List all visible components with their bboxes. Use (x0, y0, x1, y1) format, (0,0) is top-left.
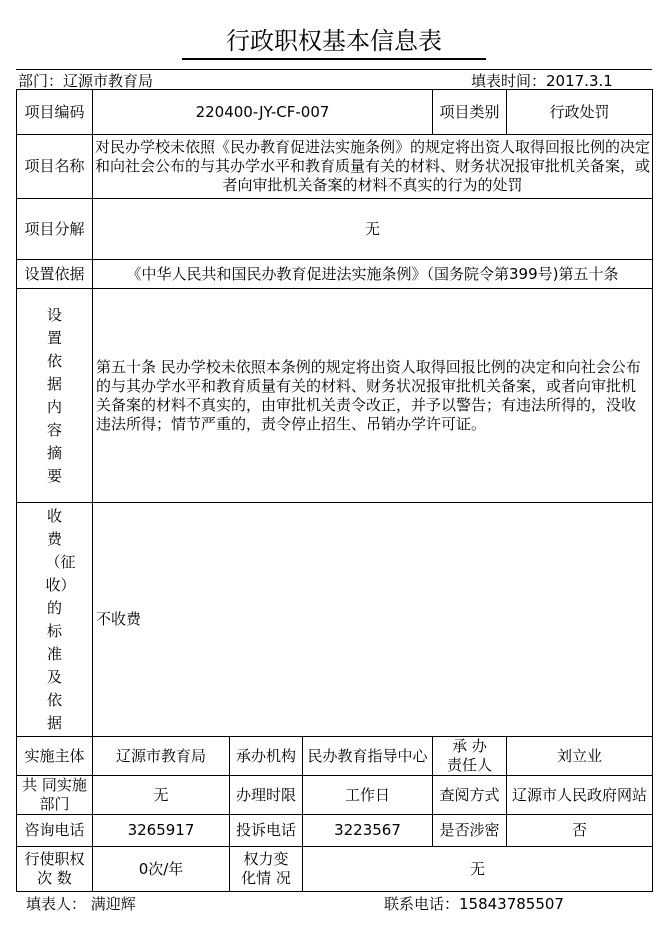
name-label: 项目名称 (17, 135, 93, 199)
basis-value: 《中华人民共和国民办教育促进法实施条例》（国务院令第399号)第五十条 (93, 260, 653, 289)
filler-text: 填表人： 满迎辉 (26, 895, 136, 913)
subject-value: 辽源市教育局 (93, 737, 230, 776)
timelimit-label: 办理时限 (230, 776, 303, 815)
timelimit-value: 工作日 (303, 776, 433, 815)
page-title: 行政职权基本信息表 (0, 24, 668, 60)
phone-label: 咨询电话 (17, 815, 93, 847)
content-label-cell (17, 289, 93, 503)
contact-text: 联系电话：15843785507 (384, 895, 564, 913)
fee-value: 不收费 (93, 503, 653, 737)
person-value: 刘立业 (507, 737, 653, 776)
name-value: 对民办学校未依照《民办教育促进法实施条例》的规定将出资人取得回报比例的决定和向社会公布的与其办学水平和教育质量有关的材料、财务状况报审批机关备案，或者向审批机关备案的材料不真实的行为的处罚 (93, 135, 653, 199)
phone-value: 3265917 (93, 815, 230, 847)
fill-time-text: 填表时间：2017.3.1 (471, 72, 613, 90)
row-phone (17, 815, 653, 847)
fee-label: 收费（征收）的标准及依据 (45, 506, 76, 732)
row-joint (17, 776, 653, 815)
row-code (17, 90, 653, 135)
code-value: 220400-JY-CF-007 (93, 90, 433, 135)
decomposition-value: 无 (93, 199, 653, 260)
change-value: 无 (303, 847, 653, 892)
row-subject (17, 737, 653, 776)
count-label: 行使职权次 数 (17, 847, 93, 892)
person-label: 承 办责任人 (433, 737, 507, 776)
agency-label: 承办机构 (230, 737, 303, 776)
complaint-value: 3223567 (303, 815, 433, 847)
content-label: 设置依据内容摘要 (46, 305, 62, 485)
agency-value: 民办教育指导中心 (303, 737, 433, 776)
basis-label: 设置依据 (17, 260, 93, 289)
content-value: 第五十条 民办学校未依照本条例的规定将出资人取得回报比例的决定和向社会公布的与其办学水平和教育质量有关的材料、财务状况报审批机关备案，或者向审批机关备案的材料不真实的，由审批机关责令改正，并予以警告；有违法所得的，没收违法所得；情节严重的，责令停止招生、吊销办学许可证。 (93, 289, 653, 503)
footer-meta (16, 893, 652, 917)
subject-label: 实施主体 (17, 737, 93, 776)
department-text: 部门：辽源市教育局 (18, 72, 154, 90)
joint-value: 无 (93, 776, 230, 815)
category-label: 项目类别 (433, 90, 507, 135)
secret-label: 是否涉密 (433, 815, 507, 847)
joint-label: 共 同实施部门 (17, 776, 93, 815)
row-fee (17, 503, 653, 737)
secret-value: 否 (507, 815, 653, 847)
row-count (17, 847, 653, 892)
change-label: 权力变化情 况 (230, 847, 303, 892)
fee-label-cell (17, 503, 93, 737)
decomposition-label: 项目分解 (17, 199, 93, 260)
count-value: 0次/年 (93, 847, 230, 892)
code-label: 项目编码 (17, 90, 93, 135)
row-decomposition (17, 199, 653, 260)
view-value: 辽源市人民政府网站 (507, 776, 653, 815)
complaint-label: 投诉电话 (230, 815, 303, 847)
info-table (16, 89, 653, 892)
category-value: 行政处罚 (507, 90, 653, 135)
row-name (17, 135, 653, 199)
row-basis (17, 260, 653, 289)
row-content (17, 289, 653, 503)
view-label: 查阅方式 (433, 776, 507, 815)
